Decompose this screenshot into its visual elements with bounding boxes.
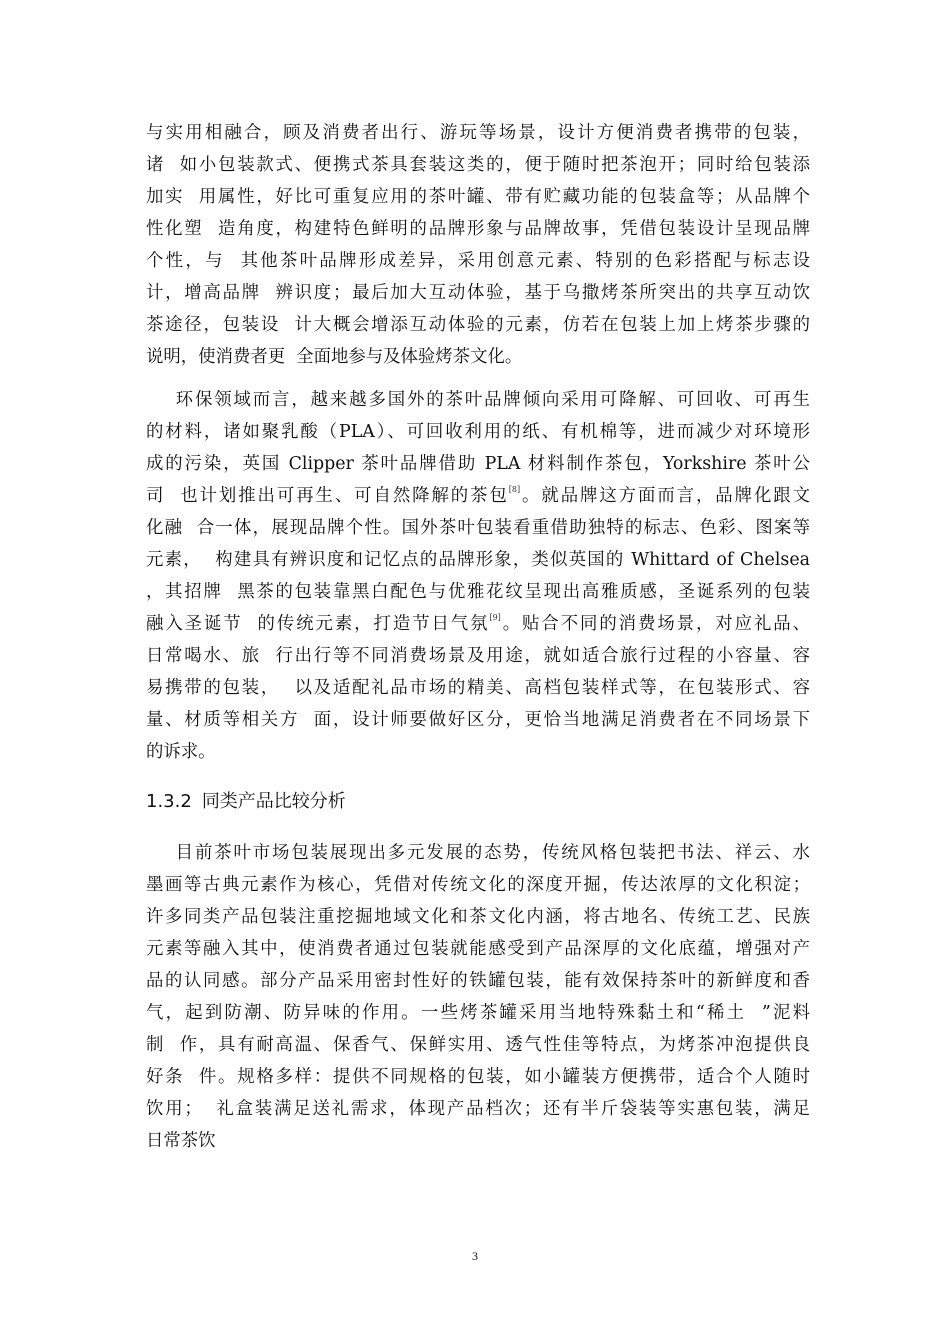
text-line: 计，增高品牌 辨识度；最后加大互动体验，基于乌撒烤茶所突出的共享互动饮 [146, 283, 810, 303]
text-line: 墨画等古典元素作为核心，凭借对传统文化的深度开掘，传达浓厚的文化积淀； [146, 875, 810, 895]
text-line: 许多同类产品包装注重挖掘地域文化和茶文化内涵，将古地名、传统工艺、民族 [146, 907, 810, 927]
page-number: 3 [472, 1249, 478, 1263]
text-line: 气，起到防潮、防异味的作用。一些烤茶罐采用当地特殊黏土和“稀土 ”泥料 [146, 1003, 810, 1023]
text-line: 制 作，具有耐高温、保香气、保鲜实用、透气性佳等特点，为烤茶冲泡提供良 [146, 1035, 810, 1055]
text-line-with-citation [146, 608, 810, 640]
text-line: 个性，与 其他茶叶品牌形成差异，采用创意元素、特别的色彩搭配与标志设 [146, 251, 810, 271]
text-line: 成的污染，英国 Clipper 茶叶品牌借助 PLA 材料制作茶包，Yorkshire 茶叶公 [146, 454, 810, 474]
text-line: 日常喝水、旅 行出行等不同消费场景及用途，就如适合旅行过程的小容量、容 [146, 646, 810, 666]
text-line: 易携带的包装， 以及适配礼品市场的精美、高档包装样式等，在包装形式、容 [146, 678, 810, 698]
section-number: 1.3.2 [146, 791, 192, 812]
text-line: 说明，使消费者更 全面地参与及体验烤茶文化。 [146, 347, 523, 367]
text-line: 好条 件。规格多样：提供不同规格的包装，如小罐装方便携带，适合个人随时 [146, 1067, 810, 1087]
paragraph-product-comparison [146, 837, 810, 1157]
text-line: 品的认同感。部分产品采用密封性好的铁罐包装，能有效保持茶叶的新鲜度和香 [146, 971, 810, 991]
text-line: 茶途径，包装设 计大概会增添互动体验的元素，仿若在包装上加上烤茶步骤的 [146, 315, 810, 335]
text-line: 性化塑 造角度，构建特色鲜明的品牌形象与品牌故事，凭借包装设计呈现品牌 [146, 219, 810, 239]
text-line: 元素等融入其中，使消费者通过包装就能感受到产品深厚的文化底蕴，增强对产 [146, 939, 810, 959]
text-line: 环保领域而言，越来越多国外的茶叶品牌倾向采用可降解、可回收、可再生 [146, 390, 810, 410]
text-line: 元素， 构建具有辨识度和记忆点的品牌形象，类似英国的 Whittard of Chelsea [146, 550, 810, 570]
text-line: ，其招牌 黑茶的包装靠黑白配色与优雅花纹呈现出高雅质感，圣诞系列的包装 [146, 582, 810, 602]
text-line: 诸 如小包装款式、便携式茶具套装这类的，便于随时把茶泡开；同时给包装添 [146, 155, 810, 175]
text-line: 的诉求。 [146, 742, 216, 762]
text-line: 饮用； 礼盒装满足送礼需求，体现产品档次；还有半斤袋装等实惠包装，满足 [146, 1099, 810, 1119]
line-text: 。就品牌这方面而言，品牌化跟文 [520, 486, 810, 506]
section-heading [146, 785, 346, 819]
paragraph-foreign-brands [146, 384, 810, 768]
line-text: 。贴合不同的消费场景，对应礼品、 [500, 614, 810, 634]
text-line: 的材料，诸如聚乳酸（PLA）、可回收利用的纸、有机棉等，进而减少对环境形 [146, 422, 810, 442]
line-text: 司 也计划推出可再生、可自然降解的茶包 [146, 486, 509, 506]
text-line: 加实 用属性，好比可重复应用的茶叶罐、带有贮藏功能的包装盒等；从品牌个 [146, 187, 810, 207]
text-line: 与实用相融合，顾及消费者出行、游玩等场景，设计方便消费者携带的包装， [146, 123, 810, 143]
text-line: 量、材质等相关方 面，设计师要做好区分，更恰当地满足消费者在不同场景下 [146, 710, 810, 730]
paragraph-packaging-functionality [146, 117, 810, 373]
citation-9[interactable]: [9] [489, 613, 501, 622]
citation-8[interactable]: [8] [508, 485, 521, 494]
text-line-with-citation [146, 480, 810, 512]
line-text: 融入圣诞节 的传统元素，打造节日气氛 [146, 614, 490, 634]
section-title: 同类产品比较分析 [201, 791, 346, 812]
text-line: 化融 合一体，展现品牌个性。国外茶叶包装看重借助独特的标志、色彩、图案等 [146, 518, 810, 538]
text-line: 目前茶叶市场包装展现出多元发展的态势，传统风格包装把书法、祥云、水 [146, 843, 810, 863]
text-line: 日常茶饮 [146, 1131, 216, 1151]
